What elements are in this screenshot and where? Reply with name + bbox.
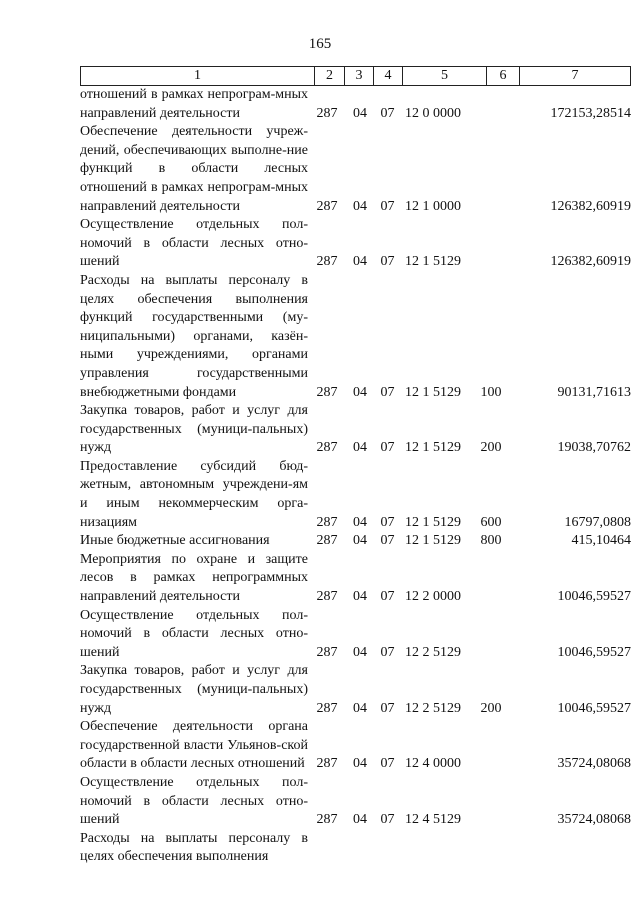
- row-col-7: 415,10464: [571, 533, 631, 549]
- row-col-3: 04: [353, 812, 367, 828]
- row-col-6: [471, 607, 511, 663]
- row-description: Закупка товаров, работ и услуг для государственных (муници-пальных) нужд: [80, 403, 308, 456]
- table-row: [80, 458, 640, 532]
- row-col-2: 287: [316, 756, 338, 772]
- row-col-5: 12 4 5129: [405, 812, 461, 828]
- header-col-7: 7: [571, 68, 579, 83]
- row-col-2: 287: [316, 254, 338, 270]
- row-description: Предоставление субсидий бюд-жетным, автономным учреждени-ям и иным некоммерческим орга-низациям: [80, 458, 308, 530]
- header-col-1: 1: [81, 67, 315, 85]
- row-col-7: 126382,60919: [550, 198, 631, 214]
- row-col-3: 04: [353, 533, 367, 549]
- row-col-6: [471, 774, 511, 830]
- row-col-3: 04: [353, 198, 367, 214]
- table-row: [80, 402, 640, 458]
- row-col-5: 12 2 5129: [405, 700, 461, 716]
- row-col-2: [308, 830, 346, 867]
- row-description: Осуществление отдельных пол-номочий в области лесных отно-шений: [80, 774, 308, 828]
- row-col-6: [471, 551, 511, 607]
- row-col-2: 287: [316, 440, 338, 456]
- row-col-4: 07: [380, 589, 395, 605]
- page-number: 165: [308, 36, 332, 52]
- row-col-5: 12 2 5129: [405, 644, 461, 660]
- header-col-6: 6: [487, 67, 520, 85]
- header-col-2: 2: [315, 67, 345, 85]
- row-description: отношений в рамках непрограм-мных направлений деятельности: [80, 87, 308, 121]
- table-row: [80, 86, 640, 123]
- row-col-5: [401, 830, 471, 867]
- row-col-5: 12 1 5129: [405, 254, 461, 270]
- header-col-5: 5: [403, 67, 487, 85]
- row-description: Осуществление отдельных пол-номочий в области лесных отно-шений: [80, 217, 308, 270]
- row-col-3: 04: [353, 254, 367, 270]
- row-col-2: 287: [316, 514, 338, 530]
- row-description: Мероприятия по охране и защите лесов в рамках непрограммных направлений деятельности: [80, 551, 308, 605]
- row-col-6: [471, 830, 511, 867]
- table-row: [80, 607, 640, 663]
- row-col-5: 12 4 0000: [405, 756, 461, 772]
- row-col-3: 04: [353, 514, 367, 530]
- row-col-4: 07: [380, 533, 395, 549]
- header-col-4: 4: [374, 67, 403, 85]
- row-col-6: 200: [480, 700, 502, 716]
- table-row: [80, 830, 640, 867]
- row-description: Осуществление отдельных пол-номочий в области лесных отно-шений: [80, 607, 308, 660]
- row-col-4: 07: [380, 198, 395, 214]
- row-col-2: 287: [316, 589, 338, 605]
- row-col-6: 200: [480, 440, 502, 456]
- row-col-3: 04: [353, 589, 367, 605]
- row-col-2: 287: [316, 812, 338, 828]
- table-row: [80, 532, 640, 551]
- table-row: [80, 774, 640, 830]
- row-description: Расходы на выплаты персоналу в целях обеспечения выполнения: [80, 830, 308, 865]
- row-description: Обеспечение деятельности органа государственной власти Ульянов-ской области в области лесных отношений: [80, 719, 308, 772]
- row-col-2: 287: [316, 700, 338, 716]
- row-col-2: 287: [316, 644, 338, 660]
- row-col-6: [471, 718, 511, 774]
- table-row: [80, 272, 640, 402]
- table-row: [80, 718, 640, 774]
- row-col-6: 100: [480, 384, 502, 400]
- row-col-5: 12 0 0000: [405, 105, 461, 121]
- row-col-5: 12 1 5129: [405, 514, 461, 530]
- row-description: Расходы на выплаты персоналу в целях обеспечения выполнения функций государственными (му-ниципальными) органами, казён-ными учреждениями, органами управления государственными внебюджетными фондами: [80, 272, 308, 400]
- row-col-4: 07: [380, 384, 395, 400]
- row-col-6: [471, 123, 511, 216]
- table-body: [80, 86, 640, 867]
- row-col-3: 04: [353, 105, 367, 121]
- table-row: [80, 123, 640, 216]
- row-col-3: [346, 830, 374, 867]
- row-col-7: 10046,59527: [557, 589, 631, 605]
- row-col-5: 12 1 5129: [405, 384, 461, 400]
- row-col-7: 10046,59527: [557, 700, 631, 716]
- row-col-5: 12 1 5129: [405, 440, 461, 456]
- row-col-4: [374, 830, 401, 867]
- row-col-6: 600: [480, 514, 502, 530]
- table-row: [80, 662, 640, 718]
- row-col-4: 07: [380, 105, 395, 121]
- row-col-3: 04: [353, 756, 367, 772]
- row-col-7: 35724,08068: [557, 756, 631, 772]
- table-row: [80, 216, 640, 272]
- row-col-6: [471, 216, 511, 272]
- row-col-4: 07: [380, 440, 395, 456]
- row-col-5: 12 1 0000: [405, 198, 461, 214]
- row-col-7: 172153,28514: [550, 105, 631, 121]
- row-col-7: 16797,0808: [564, 514, 631, 530]
- row-description: Закупка товаров, работ и услуг для государственных (муници-пальных) нужд: [80, 663, 308, 716]
- row-col-2: 287: [316, 384, 338, 400]
- row-col-7: [511, 830, 631, 867]
- header-col-3: 3: [345, 67, 374, 85]
- row-col-3: 04: [353, 700, 367, 716]
- row-col-2: 287: [316, 533, 338, 549]
- row-description: Иные бюджетные ассигнования: [80, 533, 270, 549]
- row-col-2: 287: [316, 105, 338, 121]
- row-col-7: 35724,08068: [557, 812, 631, 828]
- row-col-3: 04: [353, 384, 367, 400]
- row-col-2: 287: [316, 198, 338, 214]
- row-col-6: 800: [480, 533, 502, 549]
- row-col-3: 04: [353, 440, 367, 456]
- row-col-7: 10046,59527: [557, 644, 631, 660]
- row-col-5: 12 1 5129: [405, 533, 461, 549]
- row-col-4: 07: [380, 514, 395, 530]
- row-col-7: 90131,71613: [557, 384, 631, 400]
- table-header: [80, 66, 631, 86]
- row-col-6: [471, 86, 511, 123]
- row-col-4: 07: [380, 756, 395, 772]
- row-col-4: 07: [380, 700, 395, 716]
- row-col-5: 12 2 0000: [405, 589, 461, 605]
- row-col-7: 19038,70762: [557, 440, 631, 456]
- table-row: [80, 551, 640, 607]
- row-col-4: 07: [380, 812, 395, 828]
- row-col-4: 07: [380, 254, 395, 270]
- row-col-3: 04: [353, 644, 367, 660]
- row-col-7: 126382,60919: [550, 254, 631, 270]
- row-description: Обеспечение деятельности учреж-дений, обеспечивающих выполне-ние функций в области лесных отношений в рамках непрограм-мных направлений деятельности: [80, 124, 308, 214]
- row-col-4: 07: [380, 644, 395, 660]
